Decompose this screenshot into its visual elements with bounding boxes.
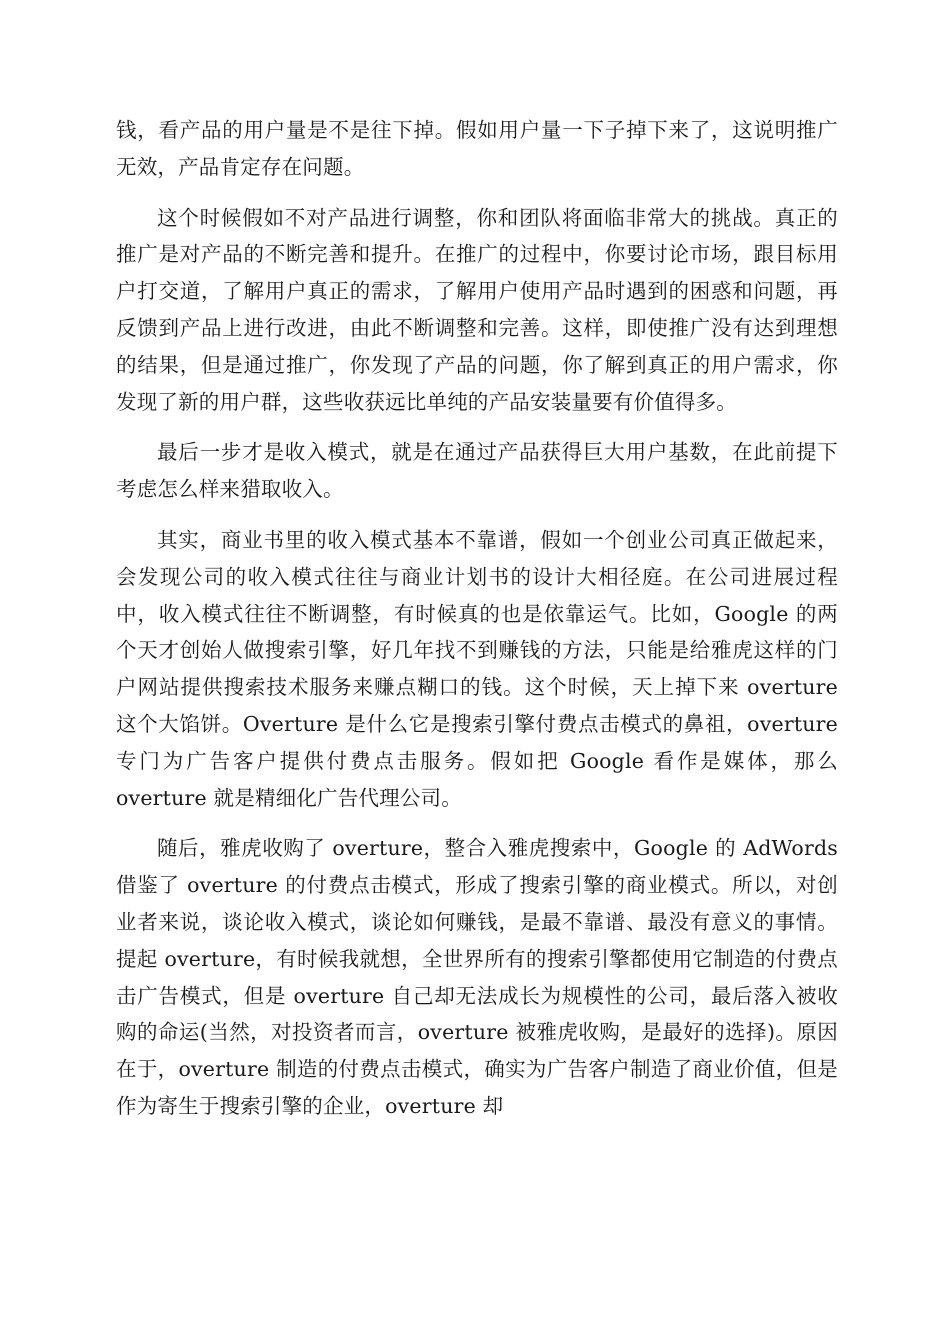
document-page (116, 112, 838, 1139)
paragraph-revenue-step: 最后一步才是收入模式，就是在通过产品获得巨大用户基数，在此前提下考虑怎么样来猎取收入。 (116, 440, 838, 502)
paragraph-revenue-model-unreliable: 其实，商业书里的收入模式基本不靠谱，假如一个创业公司真正做起来，会发现公司的收入模式往往与商业计划书的设计大相径庭。在公司进展过程中，收入模式往往不断调整，有时候真的也是依靠运气。比如，Google 的两个天才创始人做搜索引擎，好几年找不到赚钱的方法，只能是给雅虎这样的门户网站提供搜索技术服务来赚点糊口的钱。这个时候，天上掉下来 overture 这个大馅饼。Overture 是什么它是搜索引擎付费点击模式的鼻祖，overture 专门为广告客户提供付费点击服务。假如把 Google 看作是媒体，那么 overture 就是精细化广告代理公司。 (116, 527, 838, 810)
paragraph-overture-acquisition: 随后，雅虎收购了 overture，整合入雅虎搜索中，Google 的 AdWords 借鉴了 overture 的付费点击模式，形成了搜索引擎的商业模式。所以，对创业者来说，谈论收入模式，谈论如何赚钱，是最不靠谱、最没有意义的事情。提起 overture，有时候我就想，全世界所有的搜索引擎都使用它制造的付费点击广告模式，但是 overture 自己却无法成长为规模性的公司，最后落入被收购的命运(当然，对投资者而言，overture 被雅虎收购，是最好的选择)。原因在于，overture 制造的付费点击模式，确实为广告客户制造了商业价值，但是作为寄生于搜索引擎的企业，overture 却 (116, 836, 838, 1118)
paragraph-user-decline: 钱，看产品的用户量是不是往下掉。假如用户量一下子掉下来了，这说明推广无效，产品肯定存在问题。 (116, 118, 838, 179)
paragraph-product-adjustment: 这个时候假如不对产品进行调整，你和团队将面临非常大的挑战。真正的推广是对产品的不断完善和提升。在推广的过程中，你要讨论市场，跟目标用户打交道，了解用户真正的需求，了解用户使用产品时遇到的困惑和问题，再反馈到产品上进行改进，由此不断调整和完善。这样，即使推广没有达到理想的结果，但是通过推广，你发现了产品的问题，你了解到真正的用户需求，你发现了新的用户群，这些收获远比单纯的产品安装量要有价值得多。 (116, 205, 838, 414)
